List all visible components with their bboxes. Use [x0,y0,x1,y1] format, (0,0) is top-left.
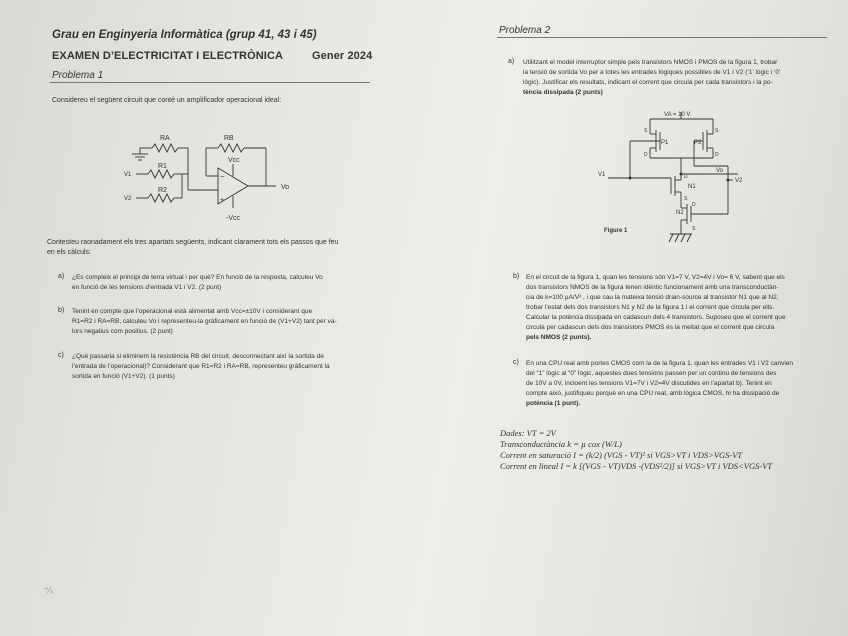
course-title: Grau en Enginyeria Informàtica (grup 41, 43 i 45) [52,29,317,41]
p2-item-b-line: dos transistors NMOS de la figura tenen idèntic funcionament amb una transconductàn- [526,284,779,291]
label-rb: RB [224,135,234,142]
item-b-label: b) [58,307,65,314]
pencil-mark: ⁺⁄ₓ [44,585,54,595]
p2-item-c-label: c) [513,359,519,366]
exam-title: EXAMEN D’ELECTRICITAT I ELECTRÒNICA [52,50,284,62]
label-v2: V2 [124,196,132,202]
left-page [0,0,420,636]
p2-item-c-line: compte això, justifiqueu perquè en una CPU real, amb lògica CMOS, hi ha dissipació de [526,390,780,397]
p2-item-c-line: de 10V a 0V, incloent les tensions V1=7V i V2=4V discutides en l’apartat b). Tenint en [526,380,772,387]
p2-item-a-line: tència dissipada (2 punts) [523,89,603,96]
title-rule [50,82,370,83]
problem-1-title: Problema 1 [52,70,104,81]
label-d-p2: D [715,152,719,158]
item-b-line: R1=R2 i RA=RB, calculeu Vo i representeu-la gràficament en funció de (V1+V2) tant per va- [72,318,337,325]
item-b-line: Tenint en compte que l’operacional està alimentat amb Vcc=±10V i considerant que [72,308,313,315]
formula-line: Transconductància k = µ cox (W/L) [500,439,622,449]
formula-block [500,428,772,472]
label-n2: N2 [676,210,684,216]
label-vo-cmos: Vo [716,168,724,174]
formula-line: Corrent en saturació I = (k/2) (VGS - VT)² si VGS>VT i VDS>VGS-VT [500,450,743,460]
p2-item-c-line: En una CPU real amb portes CMOS com la de la figura 1, quan les entrades V1 i V2 canvien [526,360,794,367]
label-p1: P1 [661,140,669,146]
p2-item-b-line: En el circuit de la figura 1, quan les tensions són V1=7 V, V2=4V i Vo= 6 V, sabent que els [526,274,785,281]
item-a-label: a) [58,273,65,280]
figure-caption: Figure 1 [604,228,628,234]
item-c-line: sortida en funció (V1+V2). (1 punts) [72,373,175,380]
cmos-circuit-diagram [598,108,748,253]
instructions-line-1: Contesteu raonadament els tres apartats següents, indicant clarament tots els passos que feu [47,239,339,246]
problem-2-title: Problema 2 [499,25,551,36]
p2-item-a-text [523,58,780,98]
formula-line: Corrent en lineal I = k [(VGS - VT)VDS -(VDS²/2)] si VGS>VT i VDS<VGS-VT [500,461,773,471]
label-d-p1: D [644,152,648,158]
p2-item-b-line: Calcular la potència dissipada en cadascun dels 4 transistors. Suposeu que el corrent que [526,314,786,321]
p2-item-b-line: circula per cadascun dels dos transistors PMOS és la meitat que el corrent que circula [526,324,775,331]
item-a-line: ¿Es compleix el principi de terra virtual i per què? En funció de la resposta, calculeu Vo [72,274,323,281]
label-s-p2: S [715,128,719,134]
instructions-line-2: en els càlculs: [47,249,91,256]
problem-1-intro: Considereu el següent circuit que conté un amplificador operacional ideal: [52,97,282,104]
label-s-n2: S [692,226,696,232]
label-vcc-neg: -Vcc [226,215,240,222]
label-v1-cmos: V1 [598,172,606,178]
instructions [47,238,387,258]
label-vcc-pos: Vcc [228,157,240,164]
p2-item-a-line: la tensió de sortida Vo per a totes les entrades lògiques possibles de V1 i V2 (‘1’ lògic i ‘0’ [523,69,781,76]
label-p2: P2 [694,140,702,146]
p2-item-c-line: del “1” lògic al “0” lògic, aquestes dues tensions passen per un continu de tensions des [526,370,777,377]
p2-item-b-label: b) [513,273,520,280]
p2-item-a-label: a) [508,58,515,65]
label-ra: RA [160,135,170,142]
p2-item-c-line: potència (1 punt). [526,400,581,407]
item-a-text [72,273,323,293]
p2-item-b-text [526,273,785,343]
label-plus: + [220,197,225,204]
exam-date: Gener 2024 [312,50,373,62]
label-va: VA = 10 V [664,112,691,118]
label-d-n1: D [684,174,688,180]
item-c-text [72,352,330,382]
label-r1: R1 [158,163,167,170]
right-page [420,0,848,636]
p2-item-a-line: Utilitzant el model interruptor simple pels transistors NMOS i PMOS de la figura 1, trobar [523,59,778,66]
p2-item-a-line: lògic). Justificar els resultats, indicant el corrent que circula per cada transistors i la po- [523,79,773,86]
item-b-text [72,307,337,337]
p2-item-b-line: cia de k=100 µA/V² , i que cau la mateixa tensió drain-source al transistor N1 que al N2, [526,294,779,301]
p2-item-b-line: trobar l’estat dels dos transistors N1 y N2 de la figura 1 i el corrent que circula per ells. [526,304,775,311]
label-s-p1: S [644,128,648,134]
label-r2: R2 [158,187,167,194]
item-c-line: l’entrada de l’operacional)? Considerant que R1=R2 i RA=RB, representeu gràficament la [72,363,330,370]
p2-item-c-text [526,359,793,409]
item-c-label: c) [58,352,64,359]
formula-line: Dades: VT = 2V [500,428,556,438]
label-vo: Vo [281,184,290,191]
label-s-n1: S [684,196,688,202]
problem-2-rule [497,37,827,38]
label-n1: N1 [688,184,696,190]
p2-item-b-line: pels NMOS (2 punts). [526,334,592,341]
item-a-line: en funció de les tensions d’entrada V1 i V2. (2 punt) [72,284,222,291]
label-minus: − [220,172,225,181]
label-d-n2: D [692,202,696,208]
label-v2-cmos: V2 [735,178,743,184]
label-v1: V1 [124,172,132,178]
item-b-line: lors negatius com positius. (2 punt) [72,328,173,335]
opamp-circuit-diagram [118,128,308,228]
item-c-line: ¿Què passaria si eliminem la resistència RB del circuit, desconnectant així la sortida de [72,353,324,360]
